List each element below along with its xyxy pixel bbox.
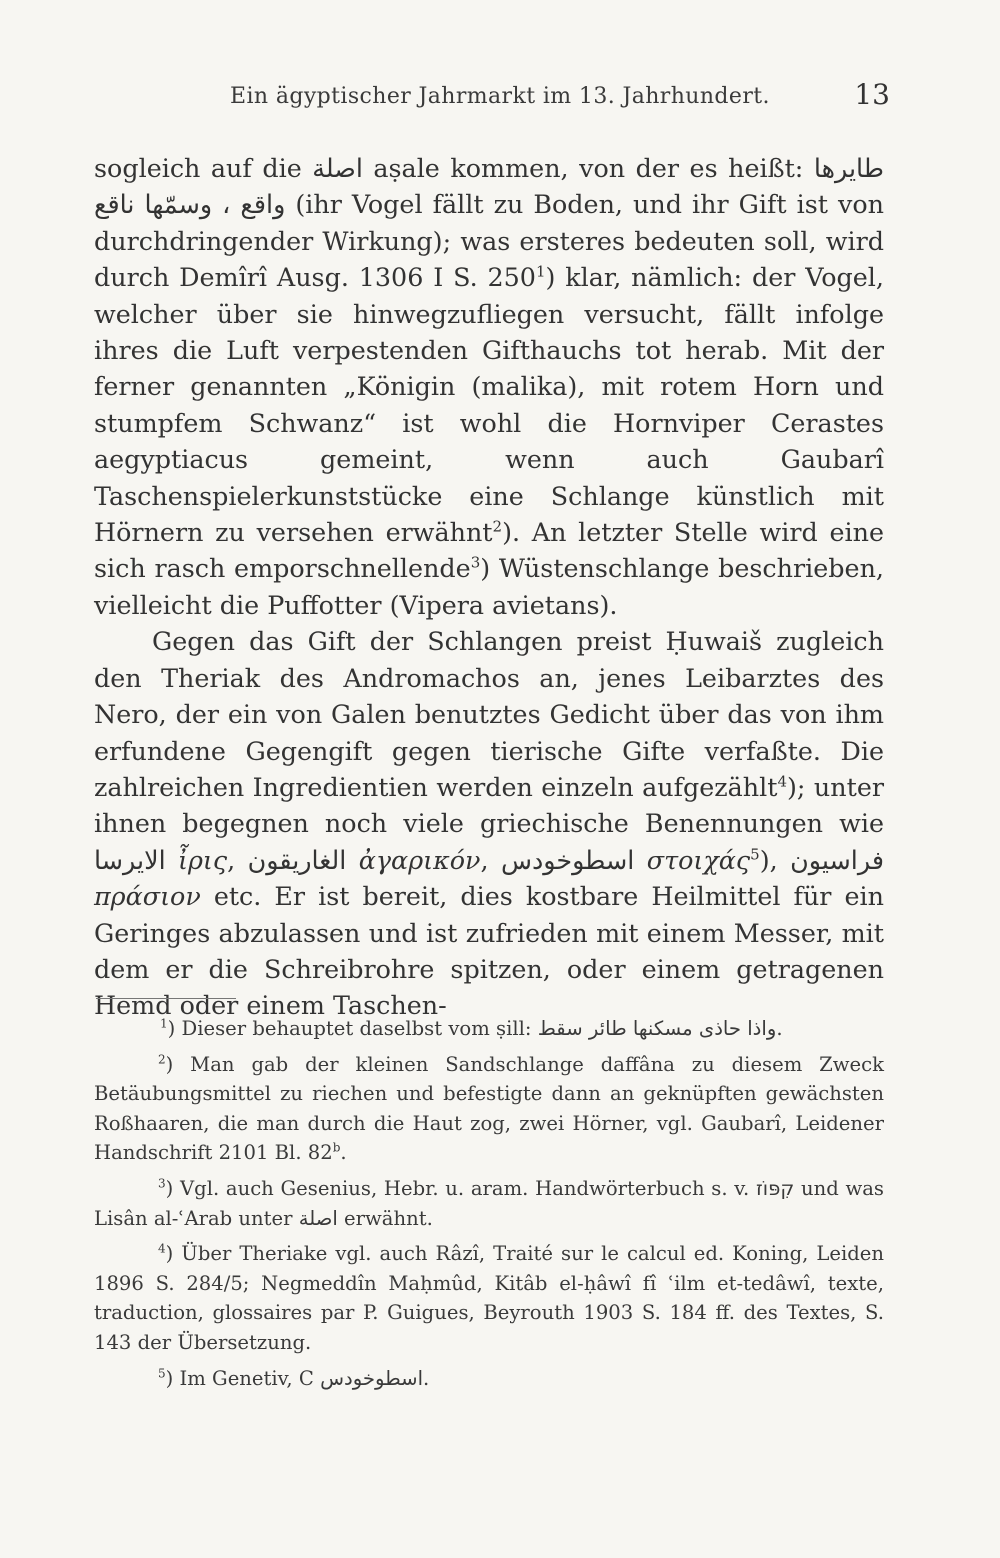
page-header xyxy=(230,78,890,120)
arabic-word: اصلة xyxy=(298,1206,338,1230)
footnote-ref: 5 xyxy=(750,845,760,864)
hebrew-word: קִפּוֹז xyxy=(756,1176,795,1200)
footnote-mark: 2 xyxy=(158,1052,166,1067)
arabic-quote: طايرها واقع ، وسمّها ناقع xyxy=(94,153,884,220)
page-number: 13 xyxy=(854,78,890,111)
footnote-divider xyxy=(96,998,236,999)
footnote-ref: 1 xyxy=(535,262,546,281)
arabic-word: اصلة xyxy=(312,153,363,183)
footnote-5 xyxy=(94,1364,884,1394)
arabic-word: الغاريقون xyxy=(247,844,347,875)
text-run: ), xyxy=(759,844,791,875)
text-run: ) klar, nämlich: der Vogel, welcher über sie hinwegzufliegen versucht, fällt infolge ihres die Luft verpestenden Gifthauchs tot herab. Mit der ferner genannten „Königin (malika), mit rotem Horn und stumpfem Schwanz“ ist wohl die Hornviper Cerastes aegyptiacus gemeint, wenn auch Gaubarî Taschenspielerkunststücke eine Schlange künstlich mit Hörnern zu versehen erwähnt xyxy=(94,262,884,548)
footnote-2 xyxy=(94,1050,884,1168)
paragraph-2 xyxy=(94,623,884,1023)
greek-word: στοιχάς xyxy=(646,844,751,875)
footnote-ref: 2 xyxy=(492,517,503,536)
arabic-word: فراسيون xyxy=(790,844,884,875)
footnote-mark: 4 xyxy=(158,1241,166,1256)
text-run: . xyxy=(776,1017,783,1040)
arabic-quote: واذا حاذى مسكنها طائر سقط xyxy=(537,1017,777,1040)
text-run: ) Im Genetiv, C xyxy=(165,1366,321,1390)
greek-word: ἶρις xyxy=(178,844,228,875)
footnote-mark: 5 xyxy=(158,1366,166,1380)
text-run: ) Man gab der kleinen Sandschlange daffâna zu diesem Zweck Betäubungsmittel zu riechen und befestigte dann an geknüpften gewächsten Roßhaaren, die man durch die Haut zog, zwei Hörner, vgl. Gaubarî, Leidener Handschrift 2101 Bl. 82 xyxy=(94,1052,884,1165)
text-run: ) Dieser behauptet daselbst vom ṣill: xyxy=(167,1017,538,1040)
greek-word: πράσιον xyxy=(94,881,201,912)
text-run: ); unter ihnen begegnen noch viele griechische Benennungen wie xyxy=(94,771,884,839)
arabic-word: الايرسا xyxy=(94,844,166,875)
arabic-word: اسطوخودس xyxy=(500,844,635,875)
running-title: Ein ägyptischer Jahrmarkt im 13. Jahrhundert. xyxy=(230,84,770,109)
footnote-4 xyxy=(94,1239,884,1357)
footnote-1 xyxy=(94,1014,884,1044)
footnote-ref: 3 xyxy=(470,554,481,572)
greek-word: ἀγαρικόν xyxy=(358,844,481,875)
text-run: ). An letzter Stelle wird eine sich rasch emporschnellende xyxy=(94,517,884,584)
text-run: ) Über Theriake vgl. auch Râzî, Traité sur le calcul ed. Koning, Leiden 1896 S. 284/5; Negmeddîn Maḥmûd, Kitâb el-ḥâwî fî ʿilm et-tedâwî, texte, traduction, glossaires par P. Guigues, Beyrouth 1903 S. 184 ff. des Textes, S. 143 der Übersetzung. xyxy=(94,1242,884,1354)
text-run: erwähnt. xyxy=(337,1206,433,1230)
paragraph-1 xyxy=(94,150,884,623)
text-run: aṣale kommen, von der es heißt: xyxy=(362,153,804,183)
footnotes xyxy=(94,1014,884,1399)
footnote-mark: 1 xyxy=(160,1016,168,1031)
text-run: sogleich auf die xyxy=(94,153,313,183)
text-run: , xyxy=(227,844,248,875)
superscript: b xyxy=(332,1140,341,1155)
text-run: . xyxy=(340,1141,347,1165)
main-text xyxy=(94,150,884,1024)
text-run: ) Wüstenschlange beschrieben, vielleicht die Puffotter (Vipera avietans). xyxy=(94,553,884,620)
footnote-ref: 4 xyxy=(777,772,788,791)
arabic-word: اسطوخودس xyxy=(320,1366,424,1390)
text-run: (ihr Vogel fällt zu Boden, und ihr Gift ist von durchdringender Wirkung); was ersteres bedeuten soll, wird durch Demîrî Ausg. 1306 I S. 250 xyxy=(94,189,884,293)
text-run: ) Vgl. auch Gesenius, Hebr. u. aram. Handwörterbuch s. v. xyxy=(165,1176,756,1200)
text-run: . xyxy=(423,1366,430,1390)
footnote-mark: 3 xyxy=(158,1176,166,1191)
text-run: und was Lisân al-ʿArab unter xyxy=(94,1176,884,1230)
text-run: , xyxy=(480,844,501,875)
footnote-3 xyxy=(94,1174,884,1233)
text-run: etc. Er ist bereit, dies kostbare Heilmittel für ein Geringes abzulassen und ist zufrieden mit einem Messer, mit dem er die Schreibrohre spitzen, oder einem getragenen Hemd oder einem Taschen- xyxy=(94,881,884,1021)
text-run: Gegen das Gift der Schlangen preist Ḥuwaiš zugleich den Theriak des Andromachos an, jenes Leibarztes des Nero, der ein von Galen benutztes Gedicht über das von ihm erfundene Gegengift gegen tierische Gifte verfaßte. Die zahlreichen Ingredientien werden einzeln aufgezählt xyxy=(94,626,884,802)
